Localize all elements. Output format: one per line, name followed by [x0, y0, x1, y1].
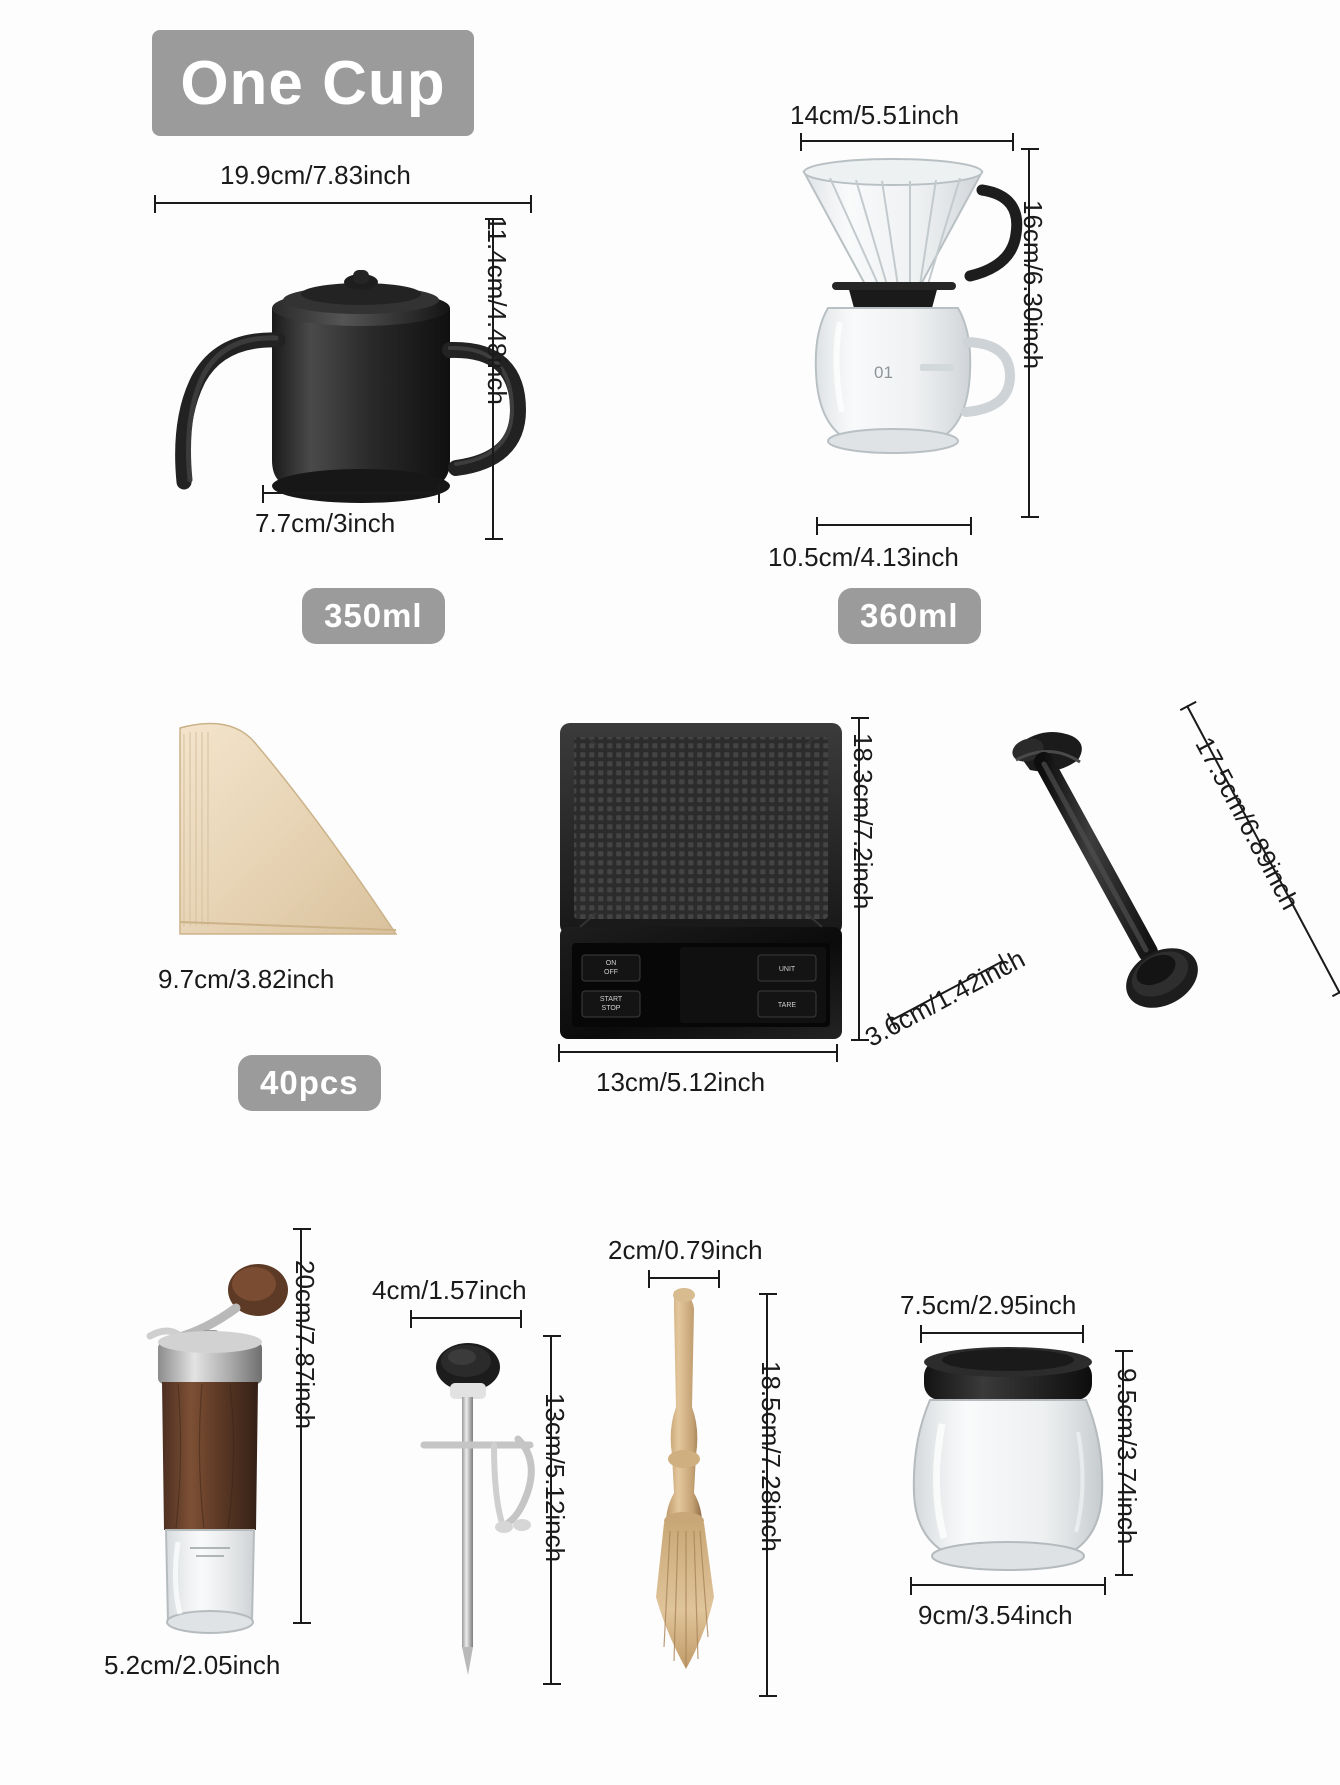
- brush-width-rule: [648, 1277, 720, 1279]
- server-illustration: [770, 156, 1110, 516]
- svg-text:STOP: STOP: [601, 1005, 621, 1012]
- spoon-illustration: [1000, 720, 1230, 1050]
- paper-filter-illustration: [160, 720, 420, 960]
- product-gooseneck-kettle: [140, 160, 560, 630]
- jar-top-width-label: 7.5cm/2.95inch: [900, 1290, 1077, 1320]
- svg-text:01: 01: [874, 363, 893, 382]
- kettle-width-rule: [154, 202, 532, 204]
- scale-height-label: 18.3cm/7.2inch: [848, 733, 878, 910]
- server-capacity-badge: 360ml: [838, 588, 981, 644]
- server-base-label: 10.5cm/4.13inch: [768, 542, 959, 572]
- svg-text:TARE: TARE: [777, 1002, 797, 1009]
- product-cleaning-brush: [608, 1235, 830, 1715]
- spoon-length-label: 17.5cm/6.89inch: [1189, 732, 1306, 915]
- filter-width-label: 9.7cm/3.82inch: [158, 964, 335, 994]
- brush-width-label: 2cm/0.79inch: [608, 1235, 763, 1265]
- svg-text:UNIT: UNIT: [778, 966, 796, 973]
- product-coffee-grinder: [100, 1230, 390, 1730]
- server-width-rule: [800, 140, 1014, 142]
- kettle-base-label: 7.7cm/3inch: [255, 508, 396, 538]
- server-height-label: 16cm/6.30inch: [1018, 200, 1048, 370]
- jar-top-rule: [920, 1332, 1084, 1334]
- grinder-height-label: 20cm/7.87inch: [290, 1260, 320, 1430]
- brush-height-label: 18.5cm/7.28inch: [756, 1361, 786, 1552]
- grinder-width-label: 5.2cm/2.05inch: [104, 1650, 281, 1680]
- svg-text:OFF: OFF: [604, 969, 618, 976]
- server-width-label: 14cm/5.51inch: [790, 100, 960, 130]
- svg-text:ON: ON: [605, 960, 617, 967]
- scale-illustration: [552, 715, 852, 1055]
- spoon-bowl-label: 3.6cm/1.42inch: [860, 943, 1030, 1053]
- filter-count-badge: 40pcs: [238, 1055, 381, 1111]
- svg-text:START: START: [599, 996, 623, 1003]
- product-glass-server: [770, 100, 1170, 570]
- server-base-rule: [816, 524, 972, 526]
- product-thermometer: [372, 1275, 610, 1705]
- product-digital-scale: [540, 715, 880, 1097]
- thermometer-width-label: 4cm/1.57inch: [372, 1275, 527, 1305]
- jar-height-label: 9.5cm/3.74inch: [1112, 1368, 1142, 1545]
- kettle-base-rule: [262, 492, 440, 494]
- kettle-capacity-badge: 350ml: [302, 588, 445, 644]
- thermometer-width-rule: [410, 1317, 522, 1319]
- kettle-width-label: 19.9cm/7.83inch: [220, 160, 411, 190]
- scale-width-label: 13cm/5.12inch: [596, 1067, 766, 1097]
- jar-base-rule: [910, 1584, 1106, 1586]
- jar-base-width-label: 9cm/3.54inch: [918, 1600, 1073, 1630]
- kettle-height-label: 11.4cm/4.48inch: [482, 216, 512, 405]
- page-title: One Cup: [152, 30, 474, 136]
- scale-width-rule: [558, 1051, 838, 1053]
- thermometer-height-label: 13cm/5.12inch: [540, 1393, 570, 1563]
- product-storage-jar: [890, 1290, 1200, 1630]
- product-paper-filters: [150, 720, 430, 994]
